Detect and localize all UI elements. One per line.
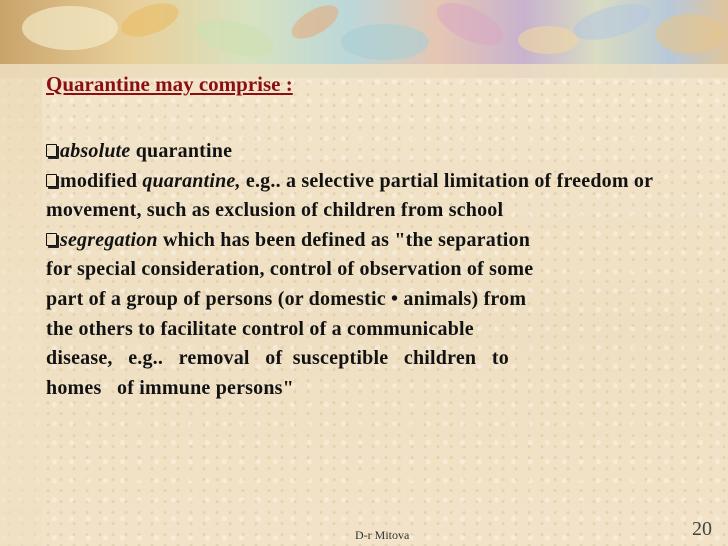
list-item-text-line: part of a group of persons (or domestic • animals) from [46, 287, 527, 310]
list-item-text: quarantine [130, 140, 233, 162]
page-number: 20 [692, 518, 712, 540]
list-item-text: e.g.. a selective partial limitation of freedom or movement, such as exclusion of children from school [46, 169, 653, 222]
list-item-emphasis: quarantine, [142, 169, 241, 192]
list-item-prefix: modified [60, 169, 143, 192]
list-item [46, 137, 724, 167]
footer-author: D-r Mitova [355, 528, 410, 542]
list-item-emphasis: segregation [60, 228, 158, 251]
leaves-decoration-icon [0, 0, 728, 78]
list-item-emphasis: absolute [60, 140, 131, 162]
list-item-text-line: disease, e.g.. removal of susceptible children to [46, 347, 509, 370]
list-item [46, 167, 724, 226]
decorative-header-band [0, 0, 728, 78]
list-item [46, 226, 724, 404]
slide-title: Quarantine may comprise : [46, 72, 293, 96]
checkbox-bullet-icon [46, 174, 57, 187]
slide-body [46, 137, 724, 403]
list-item-text-line: the others to facilitate control of a communicable [46, 317, 474, 340]
list-item-text-line: homes of immune persons" [46, 376, 294, 399]
slide-content [46, 70, 724, 403]
checkbox-bullet-icon [46, 233, 57, 246]
decorative-left-strip [0, 78, 42, 546]
list-item-text-line: which has been defined as "the separation [157, 228, 531, 251]
list-item-text-line: for special consideration, control of observation of some [46, 258, 534, 281]
checkbox-bullet-icon [46, 144, 57, 157]
